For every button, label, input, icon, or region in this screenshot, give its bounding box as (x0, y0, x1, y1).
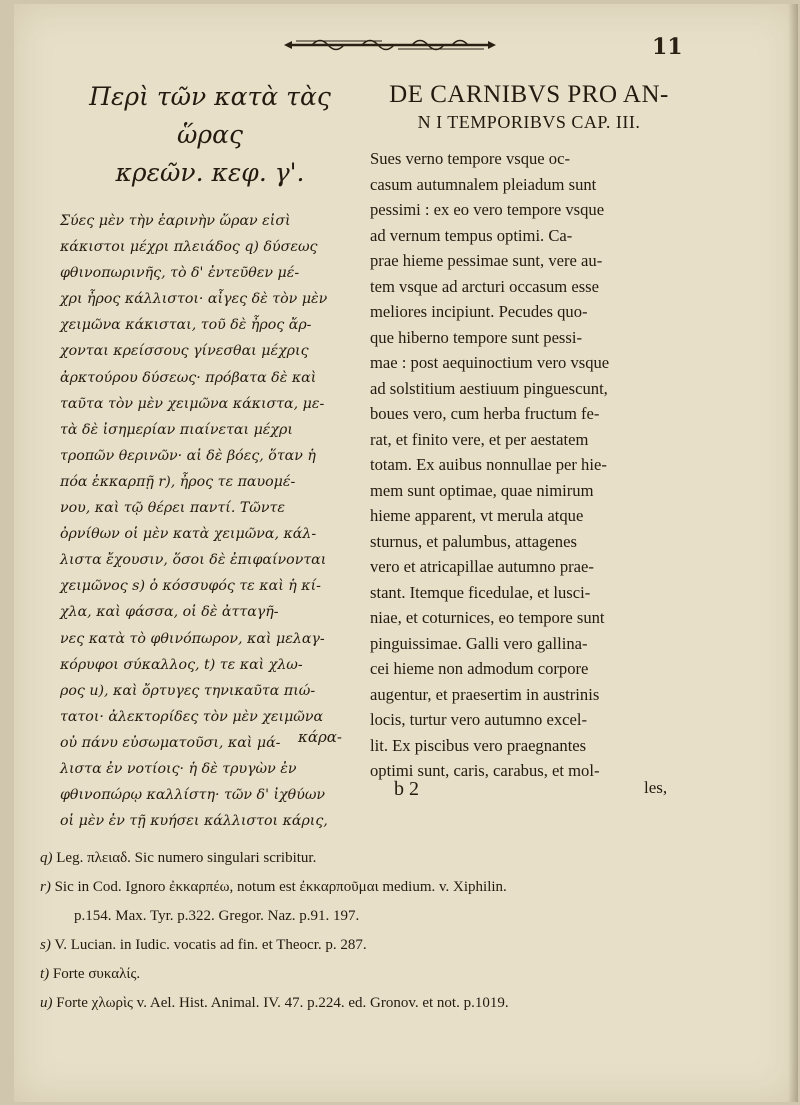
latin-text-line: mae : post aequinoctium vero vsque (370, 353, 610, 372)
footnote (40, 989, 700, 1018)
latin-text-line: casum autumnalem pleiadum sunt (370, 174, 597, 194)
footnote-marker: t) (40, 966, 50, 982)
greek-text-line: οὐ πάνυ εὐσωματοῦσι, καὶ μά- (60, 734, 281, 751)
latin-text (370, 146, 688, 784)
latin-text-line: sturnus, et palumbus, attagenes (370, 531, 577, 551)
latin-text-line: hieme apparent, vt merula atque (370, 506, 584, 525)
latin-text-line: rat, et finito vere, et per aestatem (370, 429, 589, 449)
greek-text-line: λιστα ἐν νοτίοις· ἡ δὲ τρυγὼν ἐν (60, 760, 297, 777)
greek-text-line: τὰ δὲ ἰσημερίαν πιαίνεται μέχρι (60, 421, 293, 438)
greek-text-line: κάκιστοι μέχρι πλειάδος q) δύσεως (60, 239, 318, 256)
latin-text-line: mem sunt optimae, quae nimirum (370, 480, 594, 500)
latin-text-line: meliores incipiunt. Pecudes quo- (370, 302, 588, 321)
footnote-marker: u) (40, 995, 53, 1011)
latin-title-line: DE CARNIBVS PRO AN- (389, 81, 669, 108)
signature-mark: b 2 (394, 778, 419, 800)
footnote-text: p.154. Max. Tyr. p.322. Gregor. Naz. p.91. 197. (74, 908, 360, 924)
greek-text-line: ταῦτα τὸν μὲν χειμῶνα κάκιστα, με- (60, 395, 325, 412)
latin-text-line: pessimi : ex eo vero tempore vsque (370, 200, 605, 219)
footnote-text: Forte χλωρὶς v. Ael. Hist. Animal. IV. 47. p.224. ed. Gronov. et not. p.1019. (56, 995, 509, 1011)
footnotes (40, 844, 700, 1018)
greek-text-line: φθινοπωρινῆς, τὸ δ' ἐντεῦθεν μέ- (60, 265, 300, 282)
footnote-marker: q) (40, 850, 53, 866)
latin-text-line: Sues verno tempore vsque oc- (370, 149, 570, 168)
greek-title-line: κρεῶν. κεφ. γ'. (115, 158, 305, 187)
greek-text-line: πόα ἐκκαρπῇ r), ἦρος τε παυομέ- (60, 473, 296, 490)
greek-text-line: ἀρκτούρου δύσεως· πρόβατα δὲ καὶ (60, 369, 317, 386)
footnote-continuation (40, 902, 700, 931)
footnote-text: Sic in Cod. Ignoro ἐκκαρπέω, notum est ἐκκαρποῦμαι medium. v. Xiphilin. (54, 879, 507, 895)
latin-text-line: vero et atricapillae autumno prae- (370, 557, 594, 576)
greek-text-line: χειμῶνος s) ὁ κόσσυφός τε καὶ ἡ κί- (60, 578, 321, 595)
footnote-text: Forte συκαλίς. (52, 966, 141, 982)
latin-text-line: lit. Ex piscibus vero praegnantes (370, 735, 587, 755)
footnote (40, 873, 700, 902)
latin-text-line: optimi sunt, caris, carabus, et mol- (370, 761, 600, 780)
greek-text-line: φθινοπώρῳ καλλίστη· τῶν δ' ἰχθύων (60, 787, 326, 804)
latin-text-line: cei hieme non admodum corpore (370, 659, 589, 678)
latin-title-line: N I TEMPORIBVS CAP. III. (417, 112, 641, 132)
footnote-text: V. Lucian. in Iudic. vocatis ad fin. et Theocr. p. 287. (54, 937, 367, 953)
latin-text-line: niae, et coturnices, eo tempore sunt (370, 608, 605, 627)
latin-text-line: ad solstitium aestiuum pinguescunt, (370, 378, 608, 398)
greek-column (60, 78, 360, 834)
greek-text-line: νες κατὰ τὸ φθινόπωρον, καὶ μελαγ- (60, 630, 325, 647)
greek-text-line: λιστα ἔχουσιν, ὅσοι δὲ ἐπιφαίνονται (60, 552, 327, 569)
greek-text-line: τροπῶν θερινῶν· αἱ δὲ βόες, ὅταν ἡ (60, 447, 316, 464)
greek-text-line: χλα, καὶ φάσσα, οἱ δὲ ἀτταγῆ- (60, 604, 279, 621)
book-page (14, 4, 798, 1102)
header-ornament (282, 34, 498, 56)
greek-text-line: χονται κρείσσους γίνεσθαι μέχρις (60, 343, 309, 360)
greek-text-line: χρι ἦρος κάλλιστοι· αἶγες δὲ τὸν μὲν (60, 291, 328, 308)
page-edge-shadow (788, 4, 798, 1102)
page-number: 11 (652, 34, 683, 60)
footnote (40, 960, 700, 989)
greek-text-line: τατοι· ἀλεκτορίδες τὸν μὲν χειμῶνα (60, 708, 324, 725)
latin-text-line: augentur, et praesertim in austrinis (370, 684, 600, 704)
latin-chapter-title (370, 78, 688, 132)
latin-text-line: prae hieme pessimae sunt, vere au- (370, 251, 603, 270)
greek-text-line: οἱ μὲν ἐν τῇ κυήσει κάλλιστοι κάρις, (60, 813, 328, 830)
latin-text-line: pinguissimae. Galli vero gallina- (370, 633, 588, 653)
latin-text-line: stant. Itemque ficedulae, et lusci- (370, 582, 591, 602)
latin-text-line: que hiberno tempore sunt pessi- (370, 327, 582, 347)
footnote (40, 844, 700, 873)
footnote (40, 931, 700, 960)
footnote-marker: r) (40, 879, 51, 895)
latin-catchword: les, (644, 778, 668, 797)
latin-text-line: locis, turtur vero autumno excel- (370, 710, 588, 729)
latin-text-line: totam. Ex auibus nonnullae per hie- (370, 455, 607, 474)
greek-chapter-title (60, 78, 360, 192)
footnote-marker: s) (40, 937, 51, 953)
latin-text-line: tem vsque ad arcturi occasum esse (370, 276, 599, 296)
greek-text-line: κόρυφοι σύκαλλος, t) τε καὶ χλω- (60, 656, 303, 673)
latin-text-line: ad vernum tempus optimi. Ca- (370, 225, 573, 245)
greek-text-line: ρος u), καὶ ὄρτυγες τηνικαῦτα πιώ- (60, 682, 316, 699)
greek-title-line: Περὶ τῶν κατὰ τὰς ὥρας (89, 82, 331, 149)
greek-catchword: κάρα- (298, 728, 342, 746)
latin-text-line: boues vero, cum herba fructum fe- (370, 404, 600, 423)
greek-text-line: ὀρνίθων οἱ μὲν κατὰ χειμῶνα, κάλ- (60, 526, 317, 543)
greek-text-line: χειμῶνα κάκισται, τοῦ δὲ ἦρος ἄρ- (60, 317, 312, 334)
latin-column (370, 78, 688, 784)
greek-text-line: νου, καὶ τῷ θέρει παντί. Τῶντε (60, 500, 285, 517)
footnote-text: Leg. πλειαδ. Sic numero singulari scribitur. (56, 850, 317, 866)
greek-text-line: Σύες μὲν τὴν ἐαρινὴν ὥραν εἰσὶ (60, 213, 291, 229)
